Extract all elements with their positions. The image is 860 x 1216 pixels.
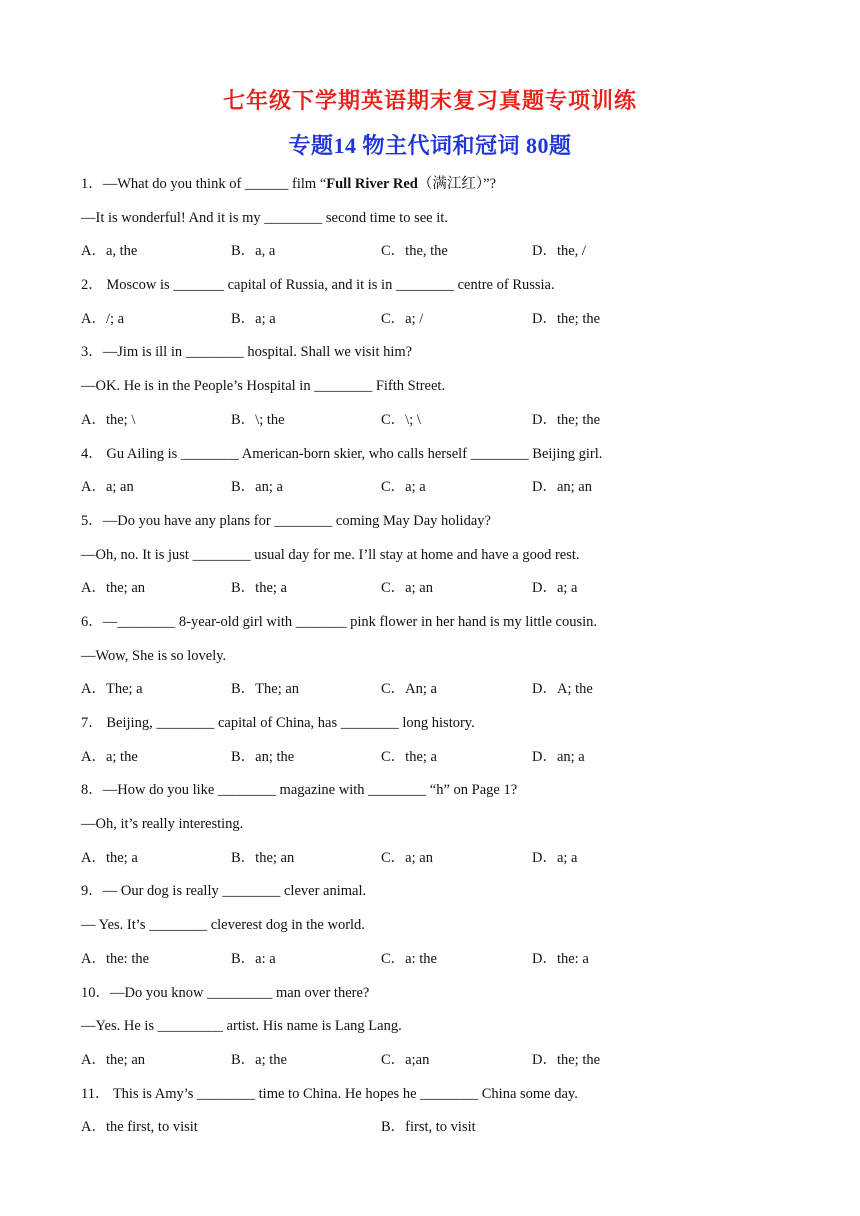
- option-b[interactable]: B．a, a: [231, 243, 276, 260]
- question-9: [81, 879, 801, 980]
- option-b[interactable]: B．a; the: [231, 1051, 287, 1068]
- question-8: [81, 778, 801, 879]
- option-a[interactable]: A．a, the: [81, 243, 138, 260]
- question-6: [81, 610, 801, 711]
- question-5: [81, 509, 801, 610]
- option-c[interactable]: C．a; an: [381, 580, 433, 597]
- option-c[interactable]: C．a;an: [381, 1051, 430, 1068]
- option-a[interactable]: A．the first, to visit: [81, 1119, 198, 1136]
- question-stem: 5．—Do you have any plans for ________ coming May Day holiday?: [81, 512, 491, 529]
- question-stem: 10．—Do you know _________ man over there?: [81, 984, 370, 1001]
- question-2: [81, 273, 801, 340]
- question-stem: 9．— Our dog is really ________ clever animal.: [81, 883, 367, 900]
- options-row: [81, 1048, 801, 1082]
- question-reply: —Wow, She is so lovely.: [81, 647, 227, 664]
- option-b[interactable]: B．an; a: [231, 479, 283, 496]
- question-stem: 6．—________ 8-year-old girl with _______ pink flower in her hand is my little cousin.: [81, 613, 597, 630]
- options-row: [81, 677, 801, 711]
- question-1: [81, 172, 801, 273]
- option-a[interactable]: A．a; the: [81, 748, 138, 765]
- option-d[interactable]: D．the; the: [532, 310, 601, 327]
- option-a[interactable]: A．the; a: [81, 849, 138, 866]
- options-row: [81, 1115, 801, 1149]
- option-c[interactable]: C．a; a: [381, 479, 426, 496]
- options-row: [81, 307, 801, 341]
- options-row: [81, 408, 801, 442]
- option-d[interactable]: D．a; a: [532, 580, 578, 597]
- options-row: [81, 475, 801, 509]
- option-d[interactable]: D．the: a: [532, 950, 589, 967]
- question-stem: 11． This is Amy’s ________ time to China. He hopes he ________ China some day.: [81, 1085, 578, 1102]
- film-title: Full River Red: [326, 176, 418, 192]
- question-reply: —It is wonderful! And it is my ________ second time to see it.: [81, 209, 448, 226]
- question-reply: — Yes. It’s ________ cleverest dog in the world.: [81, 917, 365, 934]
- question-stem: 2． Moscow is _______ capital of Russia, and it is in ________ centre of Russia.: [81, 277, 555, 294]
- option-d[interactable]: D．an; a: [532, 748, 585, 765]
- option-b[interactable]: B．the; an: [231, 849, 295, 866]
- option-a[interactable]: A．/; a: [81, 310, 125, 327]
- question-4: [81, 442, 801, 509]
- question-stem: 7． Beijing, ________ capital of China, has ________ long history.: [81, 715, 475, 731]
- question-reply: —Oh, no. It is just ________ usual day for me. I’ll stay at home and have a good rest.: [81, 546, 580, 563]
- option-b[interactable]: B．the; a: [231, 580, 287, 597]
- option-b[interactable]: B．a: a: [231, 950, 276, 967]
- options-row: [81, 745, 801, 779]
- page-title: 七年级下学期英语期末复习真题专项训练: [222, 88, 637, 113]
- option-b[interactable]: B．a; a: [231, 310, 276, 327]
- option-d[interactable]: D．a; a: [532, 849, 578, 866]
- option-a[interactable]: A．The; a: [81, 681, 143, 698]
- option-c[interactable]: C．a; an: [381, 849, 433, 866]
- option-c[interactable]: C．\; \: [381, 411, 421, 428]
- option-d[interactable]: D．A; the: [532, 681, 593, 698]
- page-subtitle: 专题14 物主代词和冠词 80题: [288, 133, 572, 158]
- options-row: [81, 846, 801, 880]
- question-reply: —Oh, it’s really interesting.: [81, 816, 244, 833]
- option-c[interactable]: C．An; a: [381, 681, 437, 698]
- option-b[interactable]: B．first, to visit: [381, 1119, 476, 1136]
- option-c[interactable]: C．the; a: [381, 748, 437, 765]
- question-list: [81, 172, 801, 1149]
- question-stem: 8．—How do you like ________ magazine with ________ “h” on Page 1?: [81, 782, 518, 799]
- option-d[interactable]: D．the; the: [532, 1051, 601, 1068]
- option-c[interactable]: C．a: the: [381, 950, 437, 967]
- stem-text-end: （满江红）”?: [417, 176, 496, 192]
- question-3: [81, 340, 801, 441]
- option-c[interactable]: C．the, the: [381, 243, 448, 260]
- question-stem: 3．—Jim is ill in ________ hospital. Shall we visit him?: [81, 344, 413, 361]
- options-row: [81, 239, 801, 273]
- option-d[interactable]: D．an; an: [532, 479, 592, 496]
- question-7: [81, 711, 801, 778]
- option-a[interactable]: A．the: the: [81, 950, 150, 967]
- option-d[interactable]: D．the, /: [532, 243, 586, 260]
- question-reply: —Yes. He is _________ artist. His name is Lang Lang.: [81, 1018, 402, 1035]
- option-a[interactable]: A．the; \: [81, 411, 136, 428]
- question-10: [81, 981, 801, 1082]
- options-row: [81, 947, 801, 981]
- option-b[interactable]: B．\; the: [231, 411, 285, 428]
- question-stem: [81, 172, 801, 206]
- option-a[interactable]: A．the; an: [81, 1051, 146, 1068]
- option-a[interactable]: A．the; an: [81, 580, 146, 597]
- option-b[interactable]: B．an; the: [231, 748, 295, 765]
- question-11: [81, 1082, 801, 1149]
- option-a[interactable]: A．a; an: [81, 479, 134, 496]
- option-b[interactable]: B．The; an: [231, 681, 300, 698]
- stem-text: 1．—What do you think of ______ film “: [81, 176, 327, 192]
- question-stem: 4． Gu Ailing is ________ American-born skier, who calls herself ________ Beijing girl.: [81, 445, 603, 462]
- option-c[interactable]: C．a; /: [381, 310, 424, 327]
- question-reply: —OK. He is in the People’s Hospital in ________ Fifth Street.: [81, 378, 446, 395]
- options-row: [81, 576, 801, 610]
- option-d[interactable]: D．the; the: [532, 411, 601, 428]
